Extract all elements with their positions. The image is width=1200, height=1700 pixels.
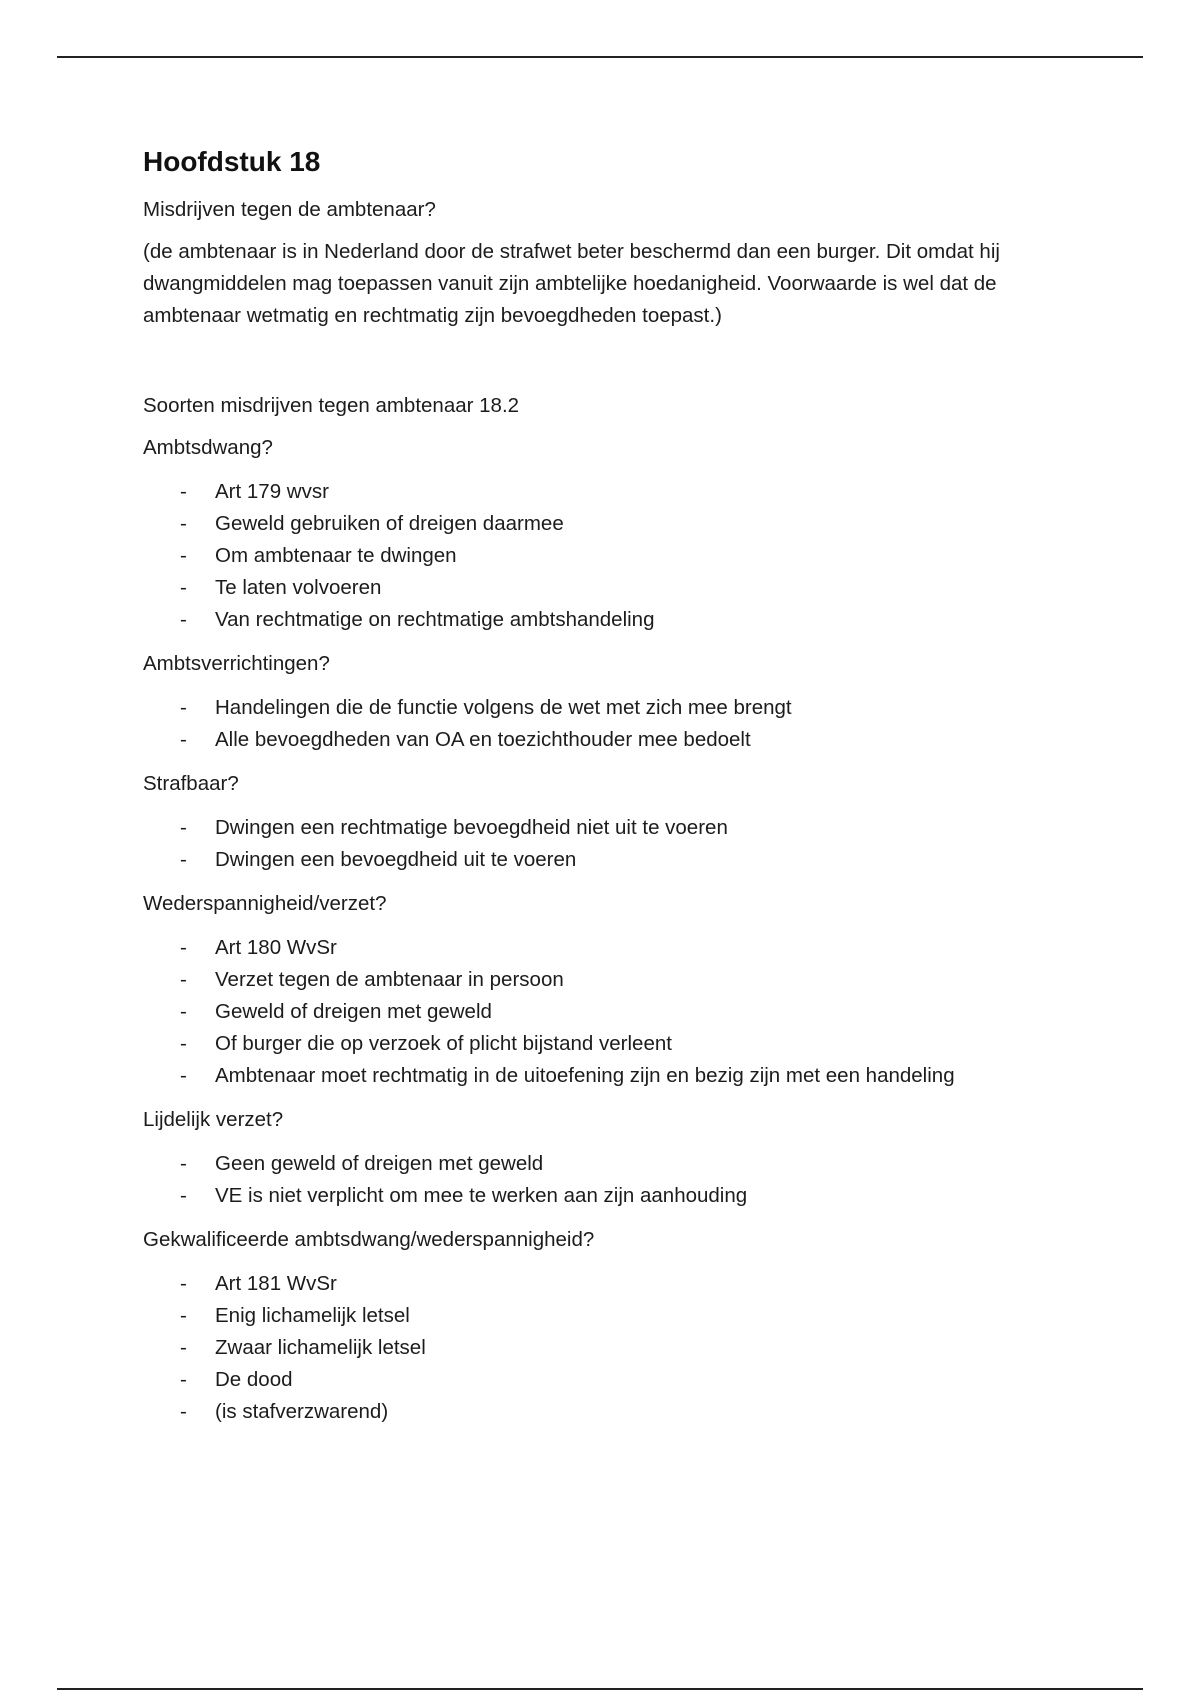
bullet-dash: - (180, 1064, 187, 1087)
list-item (143, 812, 1073, 844)
bullet-dash: - (180, 1304, 187, 1327)
bullet-dash: - (180, 1000, 187, 1023)
list-item-text: Enig lichamelijk letsel (215, 1304, 410, 1327)
section-question: Strafbaar? (143, 772, 239, 795)
list-item (143, 964, 1073, 996)
bullet-dash: - (180, 576, 187, 599)
section-question: Ambtsdwang? (143, 436, 273, 459)
bullet-dash: - (180, 1184, 187, 1207)
bullet-dash: - (180, 728, 187, 751)
list-item (143, 572, 1073, 604)
list-item (143, 1364, 1073, 1396)
bullet-dash: - (180, 1032, 187, 1055)
list-item-text: Art 180 WvSr (215, 936, 337, 959)
list-item-text: Zwaar lichamelijk letsel (215, 1336, 426, 1359)
bullet-dash: - (180, 1336, 187, 1359)
list-item-text: Van rechtmatige on rechtmatige ambtshandeling (215, 608, 655, 631)
list-item-text: VE is niet verplicht om mee te werken aan zijn aanhouding (215, 1184, 748, 1207)
list-item-text: Om ambtenaar te dwingen (215, 544, 457, 567)
list-item-text: Geen geweld of dreigen met geweld (215, 1152, 544, 1175)
list-item (143, 1060, 1073, 1092)
bullet-dash: - (180, 1368, 187, 1391)
bullet-list (143, 1148, 1073, 1212)
bullet-dash: - (180, 480, 187, 503)
section (143, 648, 1073, 756)
list-item (143, 476, 1073, 508)
section-question: Lijdelijk verzet? (143, 1108, 284, 1131)
list-item-text: Alle bevoegdheden van OA en toezichthouder mee bedoelt (215, 728, 751, 751)
list-item (143, 1148, 1073, 1180)
list-item-text: Verzet tegen de ambtenaar in persoon (215, 968, 564, 991)
list-item-text: De dood (215, 1368, 293, 1391)
list-item-text: Handelingen die de functie volgens de wet met zich mee brengt (215, 696, 792, 719)
intro-paragraph: (de ambtenaar is in Nederland door de strafwet beter beschermd dan een burger. Dit omdat hij dwangmiddelen mag toepassen vanuit zijn ambtelijke hoedanigheid. Voorwaarde is wel dat de ambtenaar wetmatig en rechtmatig zijn bevoegdheden toepast.) (143, 240, 1000, 327)
list-item (143, 540, 1073, 572)
section-question: Wederspannigheid/verzet? (143, 892, 387, 915)
page-title: Hoofdstuk 18 (143, 146, 321, 177)
list-item-text: Dwingen een rechtmatige bevoegdheid niet uit te voeren (215, 816, 728, 839)
bullet-list (143, 1268, 1073, 1428)
list-item-text: Geweld of dreigen met geweld (215, 1000, 492, 1023)
section-question: Ambtsverrichtingen? (143, 652, 330, 675)
bullet-dash: - (180, 1272, 187, 1295)
bullet-dash: - (180, 696, 187, 719)
document-body (143, 144, 1073, 1440)
section-heading: Soorten misdrijven tegen ambtenaar 18.2 (143, 394, 520, 417)
list-item-text: Te laten volvoeren (215, 576, 382, 599)
list-item (143, 692, 1073, 724)
bullet-list (143, 932, 1073, 1092)
list-item (143, 996, 1073, 1028)
bullet-dash: - (180, 968, 187, 991)
footer-rule (57, 1688, 1143, 1690)
list-item-text: Art 179 wvsr (215, 480, 329, 503)
header-rule (57, 56, 1143, 58)
list-item-text: Art 181 WvSr (215, 1272, 337, 1295)
intro-question: Misdrijven tegen de ambtenaar? (143, 198, 436, 221)
section (143, 768, 1073, 876)
list-item-text: Ambtenaar moet rechtmatig in de uitoefening zijn en bezig zijn met een handeling (215, 1064, 955, 1087)
section (143, 888, 1073, 1092)
list-item-text: (is stafverzwarend) (215, 1400, 389, 1423)
section (143, 432, 1073, 636)
bullet-dash: - (180, 1152, 187, 1175)
section (143, 1224, 1073, 1428)
bullet-dash: - (180, 544, 187, 567)
bullet-list (143, 812, 1073, 876)
bullet-dash: - (180, 608, 187, 631)
list-item (143, 604, 1073, 636)
bullet-list (143, 692, 1073, 756)
section (143, 1104, 1073, 1212)
list-item (143, 932, 1073, 964)
list-item-text: Geweld gebruiken of dreigen daarmee (215, 512, 564, 535)
bullet-dash: - (180, 816, 187, 839)
list-item-text: Dwingen een bevoegdheid uit te voeren (215, 848, 577, 871)
list-item (143, 1268, 1073, 1300)
list-item (143, 1028, 1073, 1060)
bullet-dash: - (180, 512, 187, 535)
list-item (143, 844, 1073, 876)
section-question: Gekwalificeerde ambtsdwang/wederspannigheid? (143, 1228, 595, 1251)
sections-container (143, 432, 1073, 1428)
bullet-list (143, 476, 1073, 636)
bullet-dash: - (180, 936, 187, 959)
spacer (143, 342, 1073, 390)
list-item (143, 1180, 1073, 1212)
bullet-dash: - (180, 848, 187, 871)
list-item-text: Of burger die op verzoek of plicht bijstand verleent (215, 1032, 672, 1055)
list-item (143, 508, 1073, 540)
list-item (143, 724, 1073, 756)
list-item (143, 1332, 1073, 1364)
bullet-dash: - (180, 1400, 187, 1423)
list-item (143, 1300, 1073, 1332)
list-item (143, 1396, 1073, 1428)
